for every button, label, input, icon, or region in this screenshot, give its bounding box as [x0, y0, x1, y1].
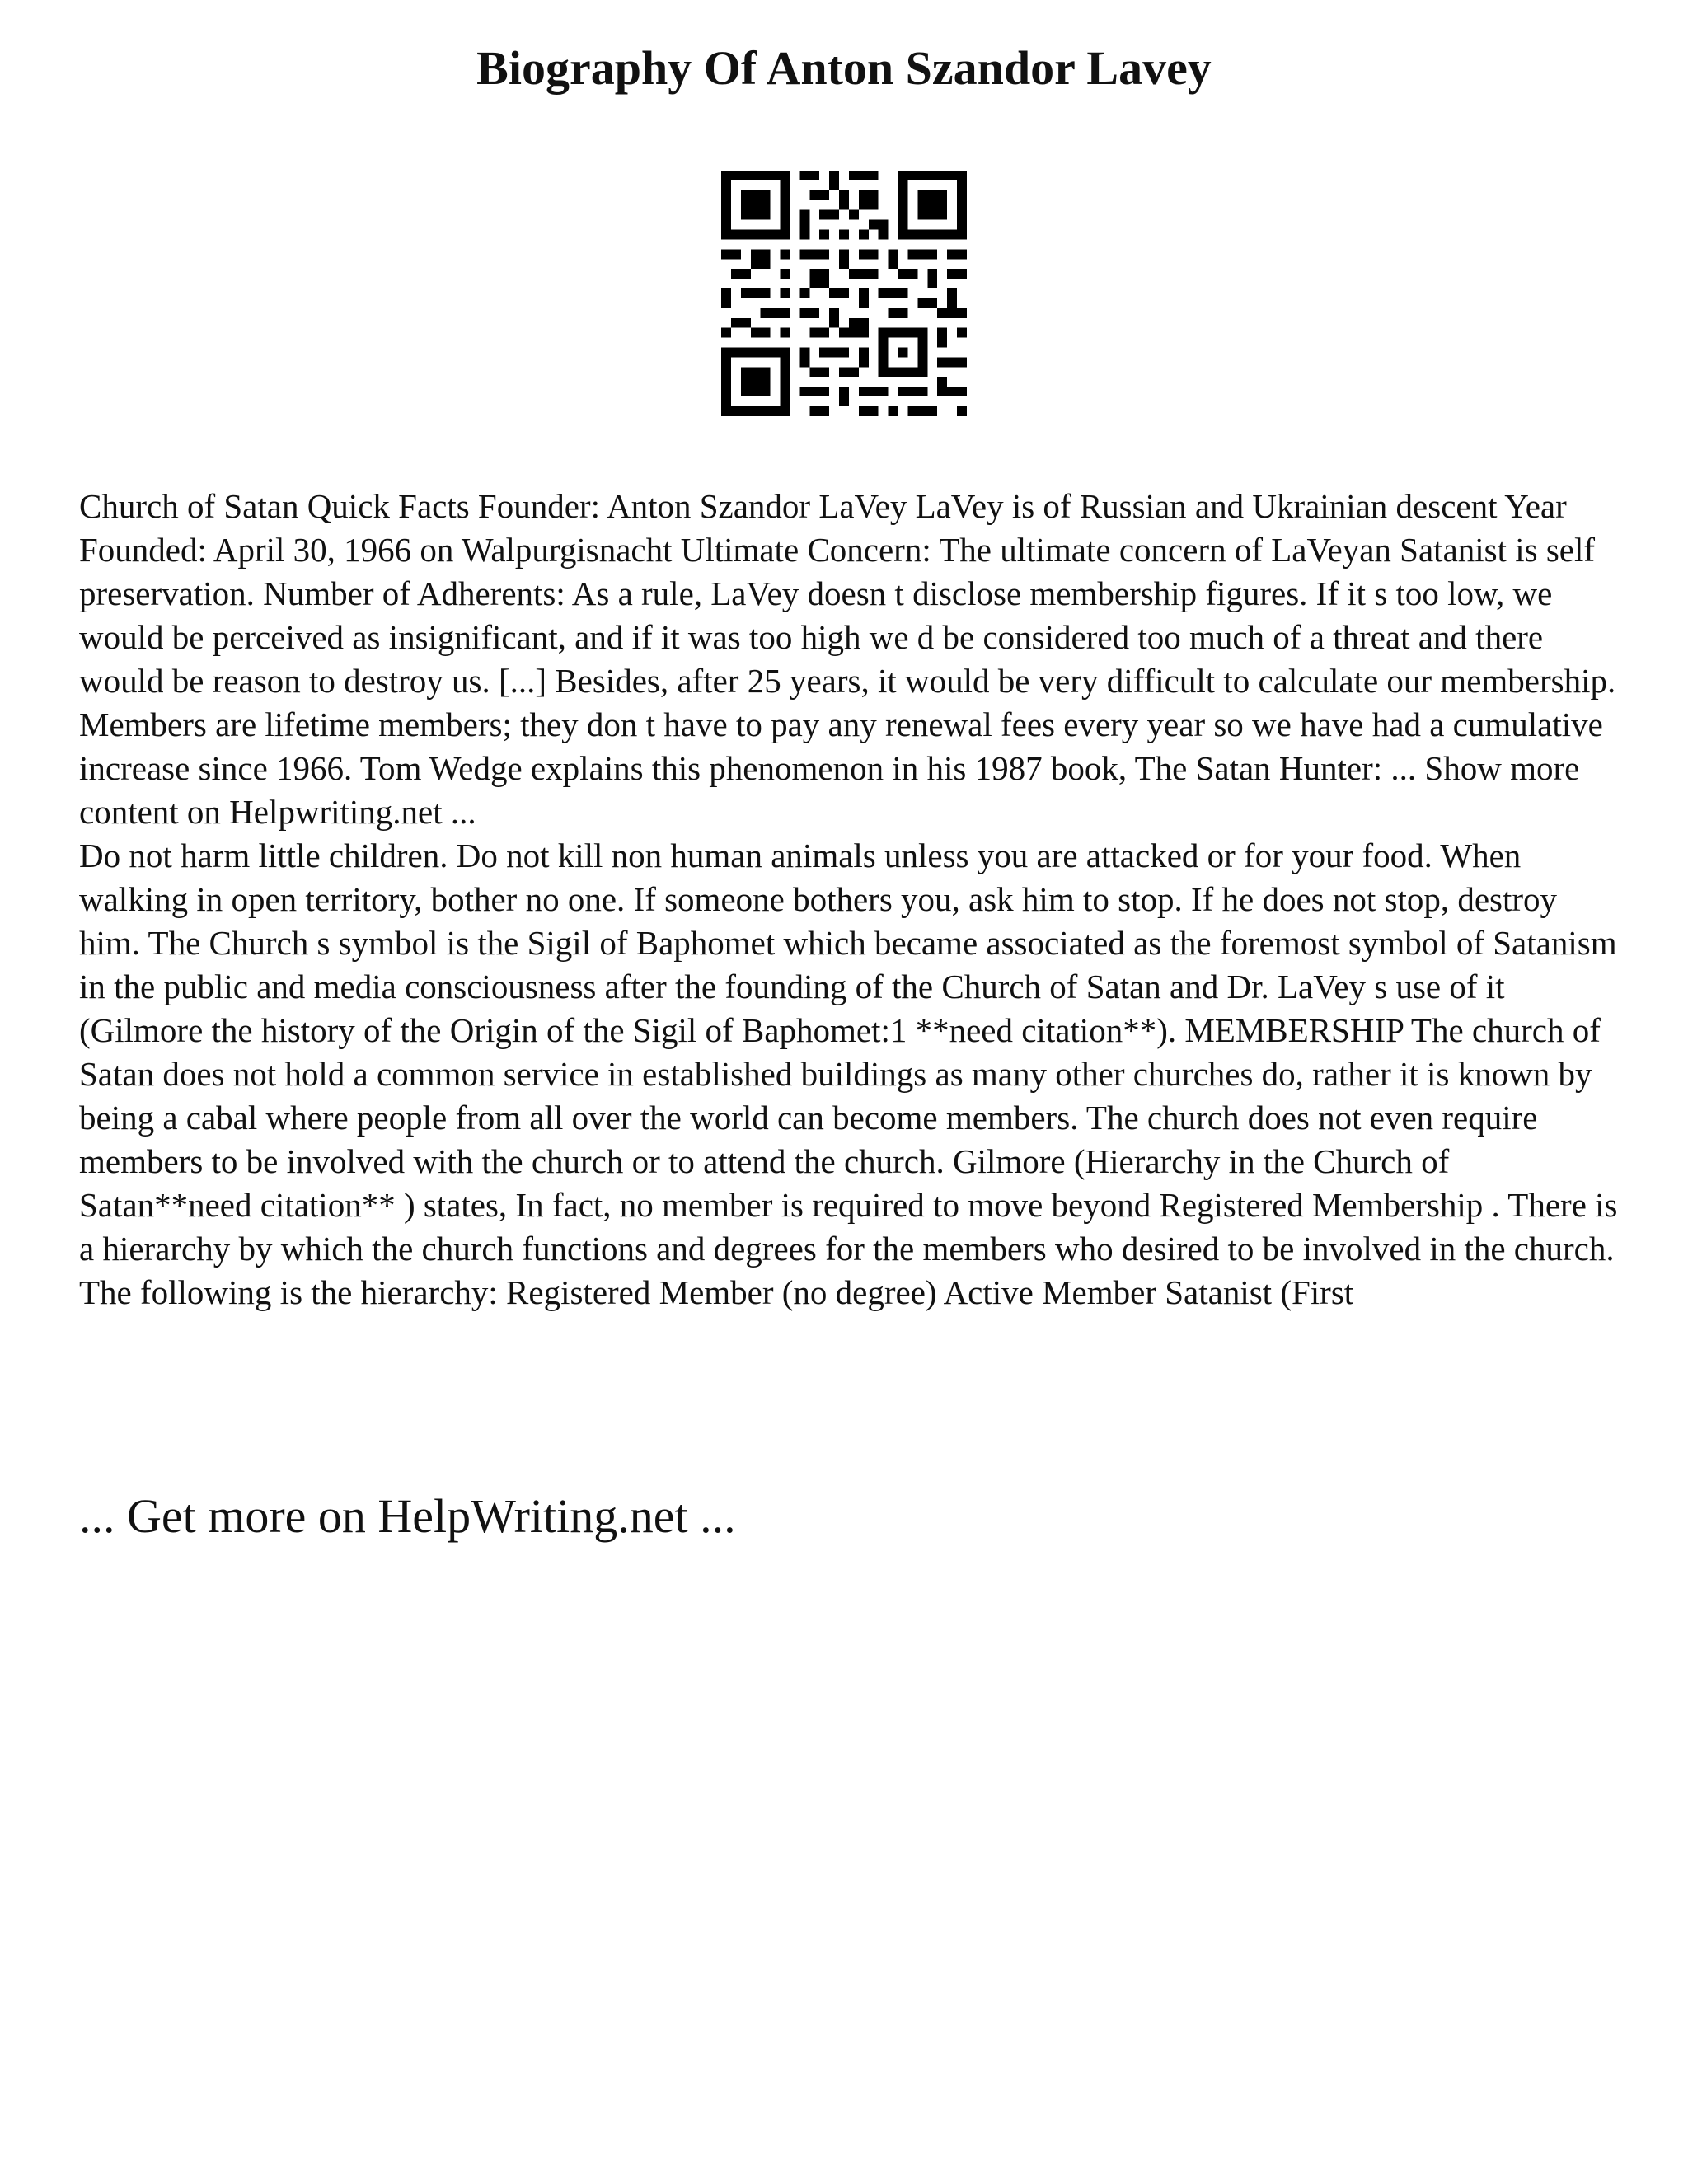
qr-code-icon [721, 171, 967, 416]
paragraph-1: Church of Satan Quick Facts Founder: Anton Szandor LaVey LaVey is of Russian and Ukrainian descent Year Founded: April 30, 1966 on Walpurgisnacht Ultimate Concern: The ultimate concern of LaVeyan Satanist is self preservation. Number of Adherents: As a rule, LaVey doesn t disclose membership figures. If it s too low, we would be perceived as insignificant, and if it was too high we d be considered too much of a threat and there would be reason to destroy us. [...] Besides, after 25 years, it would be very difficult to calculate our membership. Members are lifetime members; they don t have to pay any renewal fees every year so we have had a cumulative increase since 1966. Tom Wedge explains this phenomenon in his 1987 book, The Satan Hunter: ... Show more content on Helpwriting.net ... [79, 487, 1616, 831]
get-more-link[interactable]: ... Get more on HelpWriting.net ... [79, 1489, 736, 1543]
page-title: Biography Of Anton Szandor Lavey [476, 41, 1212, 95]
paragraph-2: Do not harm little children. Do not kill non human animals unless you are attacked or for your food. When walking in open territory, bother no one. If someone bothers you, ask him to stop. If he does not stop, destroy him. The Church s symbol is the Sigil of Baphomet which became associated as the foremost symbol of Satanism in the public and media consciousness after the founding of the Church of Satan and Dr. LaVey s use of it (Gilmore the history of the Origin of the Sigil of Baphomet:1 **need citation**). MEMBERSHIP The church of Satan does not hold a common service in established buildings as many other churches do, rather it is known by being a cabal where people from all over the world can become members. The church does not even require members to be involved with the church or to attend the church. Gilmore (Hierarchy in the Church of Satan**need citation** ) states, In fact, no member is required to move beyond Registered Membership . There is a hierarchy by which the church functions and degrees for the members who desired to be involved in the church. The following is the hierarchy: Registered Member (no degree) Active Member Satanist (First [79, 837, 1618, 1311]
article-body [79, 485, 1620, 1315]
